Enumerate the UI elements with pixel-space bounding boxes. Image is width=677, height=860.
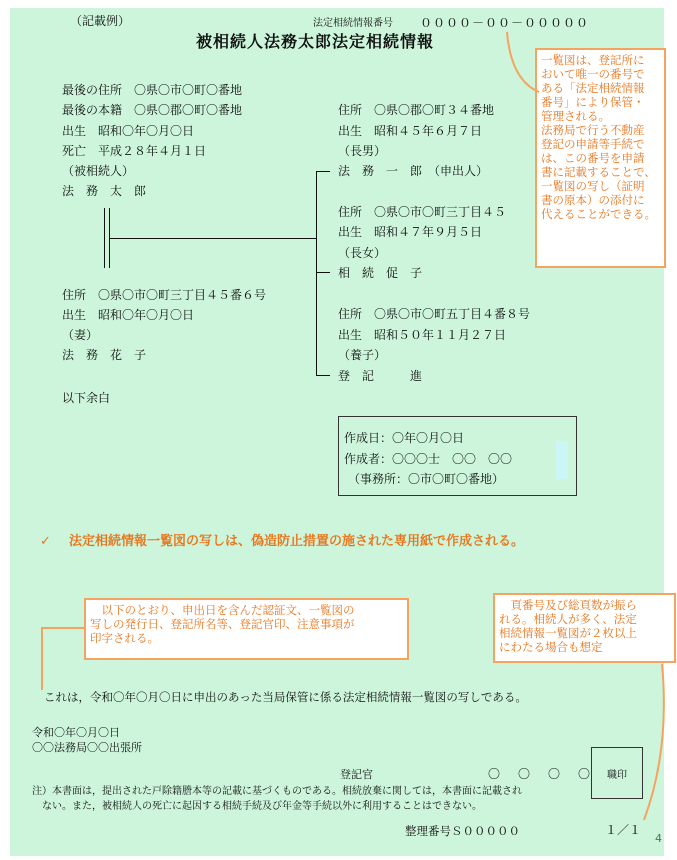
note-left-line: 印字される。 xyxy=(90,631,159,645)
child2-address: 住所 〇県〇市〇町三丁目４５ xyxy=(338,205,507,219)
decedent-name: 法 務 太 郎 xyxy=(62,184,147,198)
branch-child1 xyxy=(316,171,330,172)
note-right-line: 書の原本）の添付に xyxy=(541,193,645,207)
note-right-line: 代えることができる。 xyxy=(541,207,656,221)
note-cert-number xyxy=(535,48,666,268)
note-right-line: 番号」により保管・ xyxy=(541,95,645,109)
page-number: 4 xyxy=(655,832,662,845)
note-pages-leader xyxy=(600,660,670,830)
seal-label: 職印 xyxy=(607,769,627,781)
child2-role: （長女） xyxy=(338,246,387,260)
note-leader-line xyxy=(505,30,545,100)
note-page-number xyxy=(493,593,676,663)
note-right-line: ある「法定相続情報 xyxy=(541,81,645,95)
note-pages-line: 頁番号及び総頁数が振ら xyxy=(499,598,637,612)
page-title: 被相続人法務太郎法定相続情報 xyxy=(196,32,435,51)
note-pages-line: れる。相続人が多く、法定 xyxy=(499,612,637,626)
children-trunk xyxy=(316,171,317,376)
creator-box-highlight xyxy=(556,441,568,479)
cert-number-value: ００００－００－０００００ xyxy=(420,16,590,30)
page-count: １／１ xyxy=(605,823,642,837)
caution-line-1: 注）本書面は，提出された戸除籍謄本等の記載に基づくものである。相続放棄に関しては，本書面に記載され xyxy=(32,786,522,797)
note-left-line: 写しの発行日、登記所名等、登記官印、注意事項が xyxy=(90,617,355,631)
office-name: 〇〇法務局〇〇出張所 xyxy=(32,741,142,754)
creator-date: 作成日：〇年〇月〇日 xyxy=(344,431,465,445)
certification-text: これは，令和〇年〇月〇日に申出のあった当局保管に係る法定相続情報一覧図の写しである。 xyxy=(44,690,527,704)
child3-name: 登 記 進 xyxy=(338,369,423,383)
note-right-line: 書に記載することで、 xyxy=(541,165,656,179)
registrar-label: 登記官 xyxy=(340,768,373,781)
note-right-line: 一覧図の写し（証明 xyxy=(541,179,645,193)
branch-child2 xyxy=(316,272,330,273)
special-paper-note: 法定相続情報一覧図の写しは、偽造防止措置の施された専用紙で作成される。 xyxy=(69,534,525,549)
registrar-name: 〇 〇 〇 〇 xyxy=(488,767,594,781)
marriage-line-left xyxy=(104,208,105,268)
spouse-role: （妻） xyxy=(62,328,99,342)
child3-role: （養子） xyxy=(338,348,387,362)
note-pages-line: にわたる場合も想定 xyxy=(499,640,603,654)
child2-birth: 出生 昭和４７年９月５日 xyxy=(338,225,483,239)
note-left-leader xyxy=(30,620,90,700)
decedent-last-address: 最後の住所 〇県〇市〇町〇番地 xyxy=(62,83,243,97)
decedent-death: 死亡 平成２８年４月１日 xyxy=(62,144,207,158)
child1-birth: 出生 昭和４５年６月７日 xyxy=(338,124,483,138)
example-label: （記載例） xyxy=(70,14,131,28)
note-right-line: 登記の申請等手続で xyxy=(541,137,645,151)
note-right-line: は、この番号を申請 xyxy=(541,151,645,165)
branch-child3 xyxy=(316,375,330,376)
child1-role: （長男） xyxy=(338,144,387,158)
note-right-line: 一覧図は、登記所に xyxy=(541,53,645,67)
child1-name: 法 務 一 郎 （申出人） xyxy=(338,164,489,178)
caution-line-2: ない。また，被相続人の死亡に起因する相続手続及び年金等手続以外に利用することはできない。 xyxy=(32,801,482,812)
note-right-line: 法務局で行う不動産 xyxy=(541,123,645,137)
creator-name: 作成者：〇〇〇士 〇〇 〇〇 xyxy=(344,452,513,466)
spouse-birth: 出生 昭和〇年〇月〇日 xyxy=(62,308,195,322)
child3-address: 住所 〇県〇市〇町五丁目４番８号 xyxy=(338,307,531,321)
decedent-role: （被相続人） xyxy=(62,164,135,178)
note-left-line: 以下のとおり、申出日を含んだ認証文、一覧図の xyxy=(90,603,355,617)
cert-number-label: 法定相続情報番号 xyxy=(313,18,393,29)
child3-birth: 出生 昭和５０年１１月２７日 xyxy=(338,328,507,342)
child1-address: 住所 〇県〇郡〇町３４番地 xyxy=(338,103,495,117)
note-pages-line: 相続情報一覧図が２枚以上 xyxy=(499,626,637,640)
note-right-line: おいて唯一の番号で xyxy=(541,67,645,81)
decedent-birth: 出生 昭和〇年〇月〇日 xyxy=(62,124,195,138)
spouse-address: 住所 〇県〇市〇町三丁目４５番６号 xyxy=(62,288,267,302)
serial-number: 整理番号Ｓ０００００ xyxy=(405,824,520,838)
spouse-name: 法 務 花 子 xyxy=(62,348,147,362)
child2-name: 相 続 促 子 xyxy=(338,266,423,280)
official-seal xyxy=(591,747,643,799)
note-certification-print xyxy=(84,598,409,660)
blank-below: 以下余白 xyxy=(62,391,111,405)
creator-office: （事務所：〇市〇町〇番地） xyxy=(348,472,505,486)
decedent-last-domicile: 最後の本籍 〇県〇郡〇町〇番地 xyxy=(62,103,243,117)
branch-connector xyxy=(109,238,316,239)
note-right-line: 管理される。 xyxy=(541,109,610,123)
issue-date: 令和〇年〇月〇日 xyxy=(32,726,120,739)
check-icon: ✓ xyxy=(40,534,51,549)
